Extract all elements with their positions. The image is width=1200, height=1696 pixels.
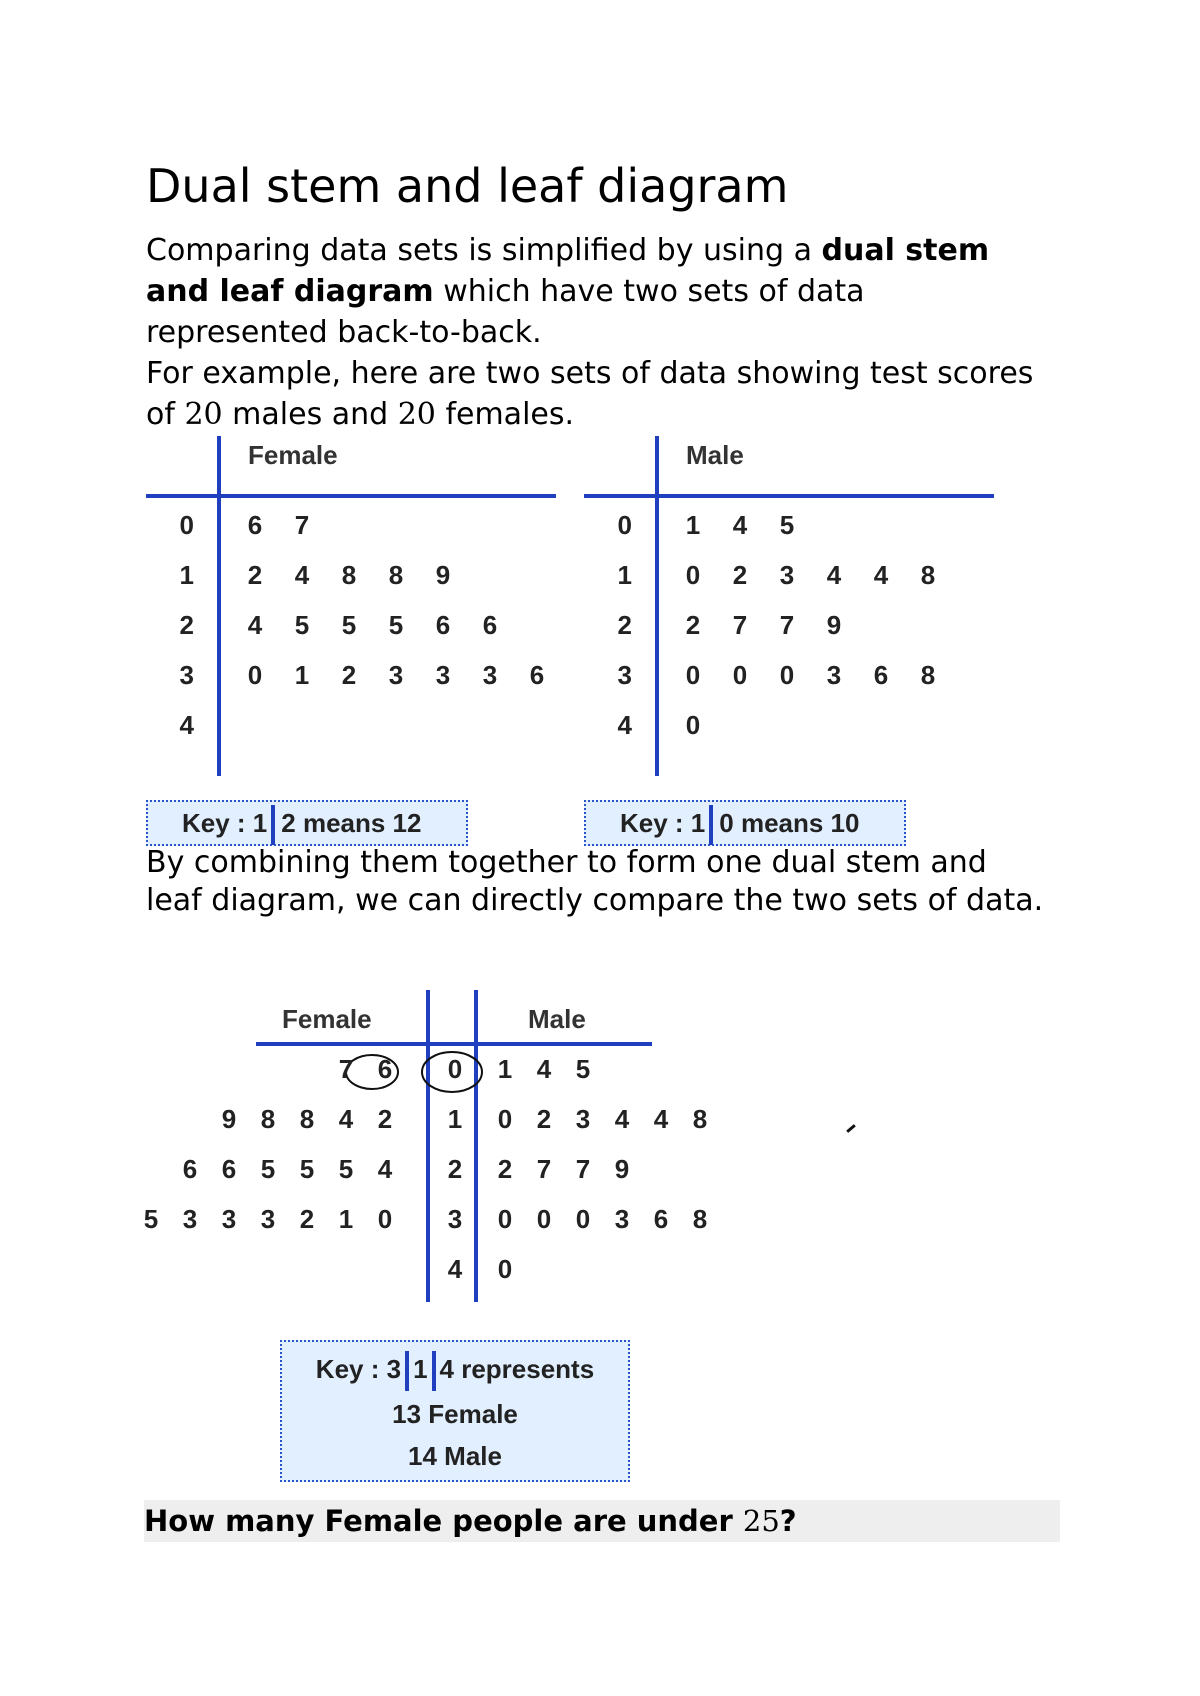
key-meaning: 2 means 12 (281, 808, 422, 838)
leaf: 4 (826, 560, 842, 590)
female-leaf: 8 (299, 1104, 315, 1134)
male-leaf: 4 (653, 1104, 669, 1134)
key-line-3: 14 Male (408, 1441, 502, 1471)
male-leaf: 8 (692, 1204, 708, 1234)
male-leaf: 4 (536, 1054, 552, 1084)
female-leaf: 6 (182, 1154, 198, 1184)
male-leaf: 2 (536, 1104, 552, 1134)
stem-0: 0 (447, 1054, 463, 1084)
leaf: 3 (388, 660, 404, 690)
male-key (584, 800, 906, 846)
key-male-leaf: 4 represents (439, 1354, 595, 1384)
stem-0: 0 (179, 510, 194, 540)
leaf: 3 (779, 560, 795, 590)
female-leaf: 4 (377, 1154, 393, 1184)
key-stem: 1 (413, 1354, 428, 1384)
leaf: 7 (294, 510, 310, 540)
male-heading: Male (686, 440, 744, 470)
dual-key (280, 1340, 630, 1482)
leaf: 2 (685, 610, 701, 640)
leaf: 2 (341, 660, 357, 690)
male-leaf: 7 (575, 1154, 591, 1184)
stem-1: 1 (179, 560, 194, 590)
intro-bold-term: and leaf diagram (146, 274, 434, 309)
question (144, 1500, 1060, 1542)
leaf: 8 (341, 560, 357, 590)
leaf: 0 (685, 710, 701, 740)
female-leaf: 9 (221, 1104, 237, 1134)
stem-0: 0 (617, 510, 632, 540)
question-mark: ? (779, 1504, 797, 1538)
leaf: 8 (920, 560, 936, 590)
key-divider (405, 1351, 409, 1391)
leaf: 4 (732, 510, 748, 540)
leaf: 9 (435, 560, 451, 590)
leaf: 8 (920, 660, 936, 690)
leaf: 7 (732, 610, 748, 640)
male-leaf: 0 (497, 1254, 513, 1284)
male-leaf: 8 (692, 1104, 708, 1134)
intro-line-2 (146, 271, 865, 312)
leaf: 9 (826, 610, 842, 640)
female-key (146, 800, 468, 846)
male-leaf: 0 (536, 1204, 552, 1234)
key-female-leaf: Key : 3 (315, 1354, 402, 1384)
leaf: 5 (388, 610, 404, 640)
leaf: 6 (529, 660, 545, 690)
dual-stem-leaf-plot (140, 990, 760, 1302)
stem-divider (217, 436, 221, 776)
intro-line-3: represented back-to-back. (146, 315, 542, 350)
stem-4: 4 (447, 1254, 463, 1284)
intro-text: of (146, 397, 185, 432)
leaf: 5 (341, 610, 357, 640)
page-title: Dual stem and leaf diagram (146, 159, 789, 213)
leaf: 6 (247, 510, 263, 540)
leaf: 1 (685, 510, 701, 540)
dual-male-heading: Male (528, 1004, 586, 1034)
combine-line-2: leaf diagram, we can directly compare the two sets of data. (146, 883, 1044, 918)
male-leaf: 1 (497, 1054, 513, 1084)
intro-bold-term: dual stem (821, 233, 990, 268)
leaf: 0 (247, 660, 263, 690)
intro-text: Comparing data sets is simplified by using a (146, 233, 822, 268)
male-leaf: 2 (497, 1154, 513, 1184)
header-rule (584, 494, 994, 498)
dual-female-heading: Female (282, 1004, 372, 1034)
key-divider (432, 1351, 436, 1391)
leaf: 3 (482, 660, 498, 690)
stem-3: 3 (617, 660, 632, 690)
female-leaf: 5 (260, 1154, 276, 1184)
leaf: 5 (779, 510, 795, 540)
leaf: 6 (482, 610, 498, 640)
intro-line-5 (146, 394, 574, 435)
leaf: 0 (779, 660, 795, 690)
male-leaf: 3 (575, 1104, 591, 1134)
key-stem: Key : 1 (182, 808, 268, 838)
question-text: How many Female people are under (144, 1504, 743, 1538)
leaf: 1 (294, 660, 310, 690)
leaf: 6 (435, 610, 451, 640)
leaf: 7 (779, 610, 795, 640)
key-line-2: 13 Female (392, 1399, 518, 1429)
leaf: 4 (873, 560, 889, 590)
intro-line-4: For example, here are two sets of data showing test scores (146, 356, 1034, 391)
leaf: 0 (685, 560, 701, 590)
key-stem: Key : 1 (620, 808, 706, 838)
leaf: 3 (826, 660, 842, 690)
stem-4: 4 (617, 710, 632, 740)
male-leaf: 0 (497, 1104, 513, 1134)
male-leaf: 0 (497, 1204, 513, 1234)
stem-1: 1 (447, 1104, 463, 1134)
question-number: 25 (742, 1504, 780, 1538)
female-leaf: 0 (377, 1204, 393, 1234)
leaf: 6 (873, 660, 889, 690)
male-leaf: 9 (614, 1154, 630, 1184)
female-leaf: 3 (260, 1204, 276, 1234)
female-stem-leaf-plot (146, 436, 556, 776)
pen-stroke (846, 1124, 856, 1133)
male-leaf: 7 (536, 1154, 552, 1184)
key-divider (271, 805, 275, 845)
key-meaning: 0 means 10 (719, 808, 860, 838)
stem-2: 2 (179, 610, 194, 640)
intro-text: which have two sets of data (433, 274, 865, 309)
females-count: 20 (397, 397, 436, 432)
male-leaf: 6 (653, 1204, 669, 1234)
female-leaf: 2 (377, 1104, 393, 1134)
female-leaf: 2 (299, 1204, 315, 1234)
key-divider (709, 805, 713, 845)
female-leaf: 5 (338, 1154, 354, 1184)
female-leaf: 4 (338, 1104, 354, 1134)
leaf: 2 (247, 560, 263, 590)
female-heading: Female (248, 440, 338, 470)
leaf: 4 (247, 610, 263, 640)
intro-text: males and (222, 397, 398, 432)
female-leaf: 6 (377, 1054, 393, 1084)
leaf: 5 (294, 610, 310, 640)
stem-2: 2 (617, 610, 632, 640)
leaf: 0 (685, 660, 701, 690)
female-leaf: 1 (338, 1204, 354, 1234)
male-stem-leaf-plot (584, 436, 994, 776)
header-rule (146, 494, 556, 498)
key-line-1 (282, 1346, 628, 1392)
stem-3: 3 (179, 660, 194, 690)
males-count: 20 (184, 397, 223, 432)
intro-line-1 (146, 230, 989, 271)
male-leaf: 5 (575, 1054, 591, 1084)
leaf: 2 (732, 560, 748, 590)
stem-2: 2 (447, 1154, 463, 1184)
female-leaf: 7 (338, 1054, 354, 1084)
female-leaf: 5 (299, 1154, 315, 1184)
leaf: 3 (435, 660, 451, 690)
female-leaf: 5 (143, 1204, 159, 1234)
leaf: 4 (294, 560, 310, 590)
female-leaf: 8 (260, 1104, 276, 1134)
female-leaf: 6 (221, 1154, 237, 1184)
stem-4: 4 (179, 710, 194, 740)
stem-3: 3 (447, 1204, 463, 1234)
female-leaf: 3 (221, 1204, 237, 1234)
stem-1: 1 (617, 560, 632, 590)
stem-divider (655, 436, 659, 776)
leaf: 0 (732, 660, 748, 690)
male-leaf: 3 (614, 1204, 630, 1234)
intro-text: females. (435, 397, 575, 432)
combine-line-1: By combining them together to form one dual stem and (146, 845, 987, 880)
male-leaf: 4 (614, 1104, 630, 1134)
female-leaf: 3 (182, 1204, 198, 1234)
leaf: 8 (388, 560, 404, 590)
male-leaf: 0 (575, 1204, 591, 1234)
